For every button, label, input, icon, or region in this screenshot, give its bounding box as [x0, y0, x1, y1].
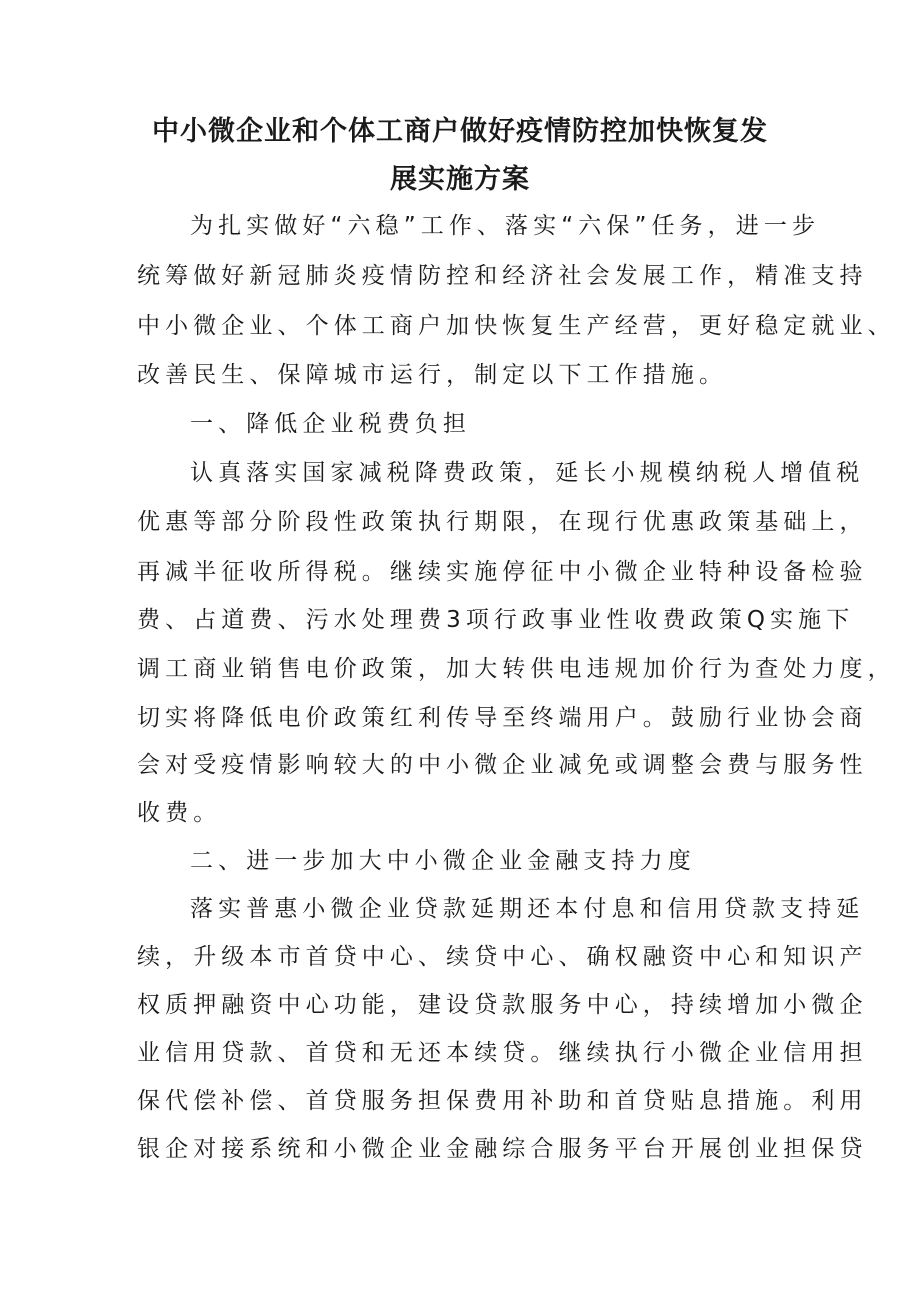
paragraph-line: 中小微企业、个体工商户加快恢复生产经营，更好稳定就业、 — [137, 313, 896, 339]
paragraph-line: 权质押融资中心功能，建设贷款服务中心，持续增加小微企 — [137, 992, 868, 1018]
paragraph-line: 收费。 — [137, 800, 222, 826]
paragraph-line: 认真落实国家减税降费政策，延长小规模纳税人增值税 — [190, 460, 865, 486]
paragraph-line: 切实将降低电价政策红利传导至终端用户。鼓励行业协会商 — [137, 705, 868, 731]
paragraph-line: 再减半征收所得税。继续实施停征中小微企业特种设备检验 — [137, 559, 868, 585]
paragraph-line: 续，升级本市首贷中心、续贷中心、确权融资中心和知识产 — [137, 944, 868, 970]
document-title-line-2: 展实施方案 — [390, 164, 530, 195]
paragraph-line: 统筹做好新冠肺炎疫情防控和经济社会发展工作，精准支持 — [137, 263, 868, 289]
paragraph-line: 银企对接系统和小微企业金融综合服务平台开展创业担保贷 — [137, 1136, 868, 1162]
section-heading-2: 二、进一步加大中小微企业金融支持力度 — [190, 848, 696, 874]
paragraph-line: 改善民生、保障城市运行，制定以下工作措施。 — [137, 362, 728, 388]
document-title-line-1: 中小微企业和个体工商户做好疫情防控加快恢复发 — [152, 116, 768, 147]
paragraph-line: 会对受疫情影响较大的中小微企业减免或调整会费与服务性 — [137, 752, 868, 778]
paragraph-line: 业信用贷款、首贷和无还本续贷。继续执行小微企业信用担 — [137, 1040, 868, 1066]
paragraph-line: 优惠等部分阶段性政策执行期限，在现行优惠政策基础上， — [137, 509, 868, 535]
paragraph-line: 保代偿补偿、首贷服务担保费用补助和首贷贴息措施。利用 — [137, 1088, 868, 1114]
paragraph-line: 调工商业销售电价政策，加大转供电违规加价行为查处力度， — [137, 656, 896, 682]
paragraph-line: 落实普惠小微企业贷款延期还本付息和信用贷款支持延 — [190, 896, 865, 922]
paragraph-line: 为扎实做好“六稳”工作、落实“六保”任务，进一步 — [190, 213, 821, 239]
section-heading-1: 一、降低企业税费负担 — [190, 411, 471, 437]
paragraph-line: 费、占道费、污水处理费3项行政事业性收费政策Q实施下 — [137, 607, 855, 633]
